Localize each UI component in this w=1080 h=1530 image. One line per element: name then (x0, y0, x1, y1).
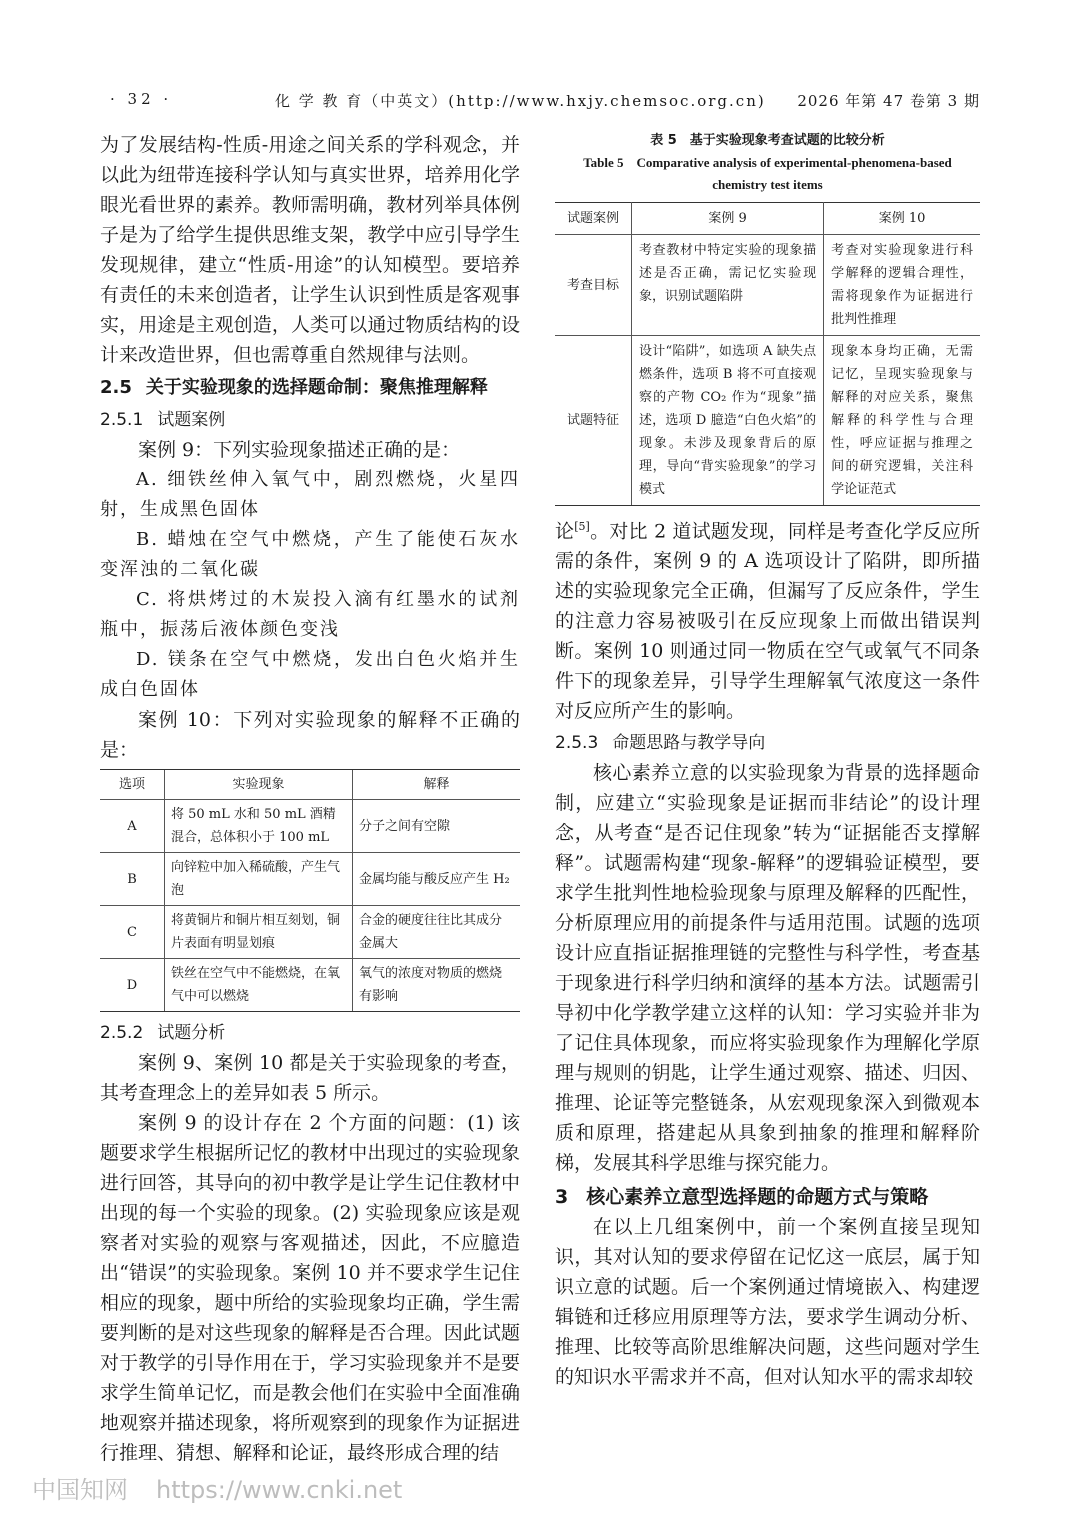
case10-cell: 现象本身均正确，无需记忆，呈现实验现象与解释的对应关系，聚焦解释的科学性与合理性，呼应证据与推理之间的研究逻辑，关注科学论证范式 (824, 336, 980, 506)
column-header: 实验现象 (165, 770, 353, 800)
table-header-row (100, 770, 520, 800)
option-cell: A (100, 800, 165, 853)
cnki-url: https://www.cnki.net (156, 1476, 403, 1504)
phenomenon-cell: 铁丝在空气中不能燃烧，在氧气中可以燃烧 (165, 959, 353, 1012)
phenomenon-cell: 将黄铜片和铜片相互刻划，铜片表面有明显划痕 (165, 906, 353, 959)
table-row (555, 336, 980, 506)
section-number: 2.5.1 (100, 410, 144, 430)
section-title: 核心素养立意型选择题的命题方式与策略 (586, 1186, 929, 1209)
case10-table (100, 769, 520, 1012)
cnki-logo-text: 中国知网 (32, 1476, 128, 1504)
section-heading-2-5-1 (100, 405, 520, 435)
case9-cell: 设计“陷阱”，如选项 A 缺失点燃条件，选项 B 将不可直接观察的产物 CO₂ 作为“现象”描述，选项 D 臆造“白色火焰”的现象。未涉及现象背后的原理，导向“背实验现象”的学习模式 (632, 336, 824, 506)
right-column (555, 130, 980, 1392)
section-number: 2.5.2 (100, 1023, 144, 1043)
explanation-cell: 合金的硬度往往比其成分金属大 (353, 906, 521, 959)
page-number: · 32 · (110, 90, 173, 108)
case10-cell: 考查对实验现象进行科学解释的逻辑合理性，需将现象作为证据进行批判性推理 (824, 235, 980, 336)
column-header: 案例 10 (824, 203, 980, 235)
left-column (100, 130, 520, 1468)
column-header: 解释 (353, 770, 521, 800)
case9-option-a: A. 细铁丝伸入氧气中，剧烈燃烧，火星四射，生成黑色固体 (100, 469, 520, 520)
running-header (110, 90, 980, 116)
phenomenon-cell: 向锌粒中加入稀硫酸，产生气泡 (165, 853, 353, 906)
option-cell: B (100, 853, 165, 906)
section3-paragraph: 在以上几组案例中，前一个案例直接呈现知识，其对认知的要求停留在记忆这一底层，属于知识立意的试题。后一个案例通过情境嵌入、构建逻辑链和迁移应用原理等方法，要求学生调动分析、推理、比较等高阶思维解决问题，这些问题对学生的知识水平需求并不高，但对认知水平的需求却较 (555, 1216, 980, 1389)
issue-info: 2026 年第 47 卷第 3 期 (797, 92, 980, 110)
phenomenon-cell: 将 50 mL 水和 50 mL 酒精混合，总体积小于 100 mL (165, 800, 353, 853)
section-title: 关于实验现象的选择题命制：聚焦推理解释 (145, 377, 488, 398)
section-heading-2-5-3 (555, 728, 980, 758)
case10-stem: 案例 10：下列对实验现象的解释不正确的是： (100, 709, 520, 761)
section-title: 试题分析 (157, 1023, 226, 1043)
continuation-paragraph (555, 512, 980, 726)
intro-paragraph: 为了发展结构-性质-用途之间关系的学科观念，并以此为纽带连接科学认知与真实世界，培养用化学眼光看世界的素养。教师需明确，教材列举具体例子是为了给学生提供思维支架，教学中应引导学生发现规律，建立“性质-用途”的认知模型。要培养有责任的未来创造者，让学生认识到性质是客观事实，用途是主观创造，人类可以通过物质结构的设计来改造世界，但也需尊重自然规律与法则。 (100, 134, 520, 366)
explanation-cell: 金属均能与酸反应产生 H₂ (353, 853, 521, 906)
guidance-paragraph: 核心素养立意的以实验现象为背景的选择题命制，应建立“实验现象是证据而非结论”的设计理念，从考查“是否记住现象”转为“证据能否支撑解释”。试题需构建“现象-解释”的逻辑验证模型，要求学生批判性地检验现象与原理及解释的匹配性，分析原理应用的前提条件与适用范围。试题的选项设计应直指证据推理链的完整性与科学性，考查基于现象进行科学归纳和演绎的基本方法。试题需引导初中化学教学建立这样的认知：学习实验并非为了记住具体现象，而应将实验现象作为理解化学原理与规则的钥匙，让学生通过观察、描述、归因、推理、论证等完整链条，从宏观现象深入到微观本质和原理，搭建起从具象到抽象的推理和解释阶梯，发展其科学思维与探究能力。 (555, 762, 980, 1175)
option-cell: D (100, 959, 165, 1012)
table5-caption-en: Table 5 Comparative analysis of experimental-phenomena-based chemistry test items (583, 155, 952, 192)
explanation-cell: 氧气的浓度对物质的燃烧有影响 (353, 959, 521, 1012)
citation-ref: [5] (574, 520, 590, 533)
row-label: 试题特征 (555, 336, 632, 506)
section-number: 2.5.3 (555, 733, 599, 754)
table-row (555, 235, 980, 336)
case9-option-b: B. 蜡烛在空气中燃烧，产生了能使石灰水变浑浊的二氧化碳 (100, 529, 520, 580)
table-row (100, 800, 520, 853)
table-row (100, 906, 520, 959)
section-heading-3 (555, 1182, 980, 1212)
column-header: 选项 (100, 770, 165, 800)
case9-cell: 考查教材中特定实验的现象描述是否正确，需记忆实验现象，识别试题陷阱 (632, 235, 824, 336)
table-row (100, 959, 520, 1012)
section-number: 3 (555, 1186, 569, 1209)
table5-caption-cn: 表 5 基于实验现象考查试题的比较分析 (650, 133, 885, 148)
continuation-text: 。对比 2 道试题发现，同样是考查化学反应所需的条件，案例 9 的 A 选项设计了陷阱，即所描述的实验现象完全正确，但漏写了反应条件，学生的注意力容易被吸引在反应现象上而做出错误判断。案例 10 则通过同一物质在空气或氧气不同条件下的现象差异，引导学生理解氧气浓度这一条件对反应所产生的影响。 (555, 520, 980, 723)
analysis-paragraph-1: 案例 9、案例 10 都是关于实验现象的考查，其考查理念上的差异如表 5 所示。 (100, 1052, 520, 1104)
section-heading-2-5 (100, 373, 520, 403)
case9-stem: 案例 9：下列实验现象描述正确的是： (138, 439, 461, 461)
continuation-lead: 论 (555, 520, 575, 543)
section-heading-2-5-2 (100, 1018, 520, 1048)
section-title: 试题案例 (157, 410, 226, 430)
column-header: 案例 9 (632, 203, 824, 235)
section-number: 2.5 (100, 377, 132, 398)
explanation-cell: 分子之间有空隙 (353, 800, 521, 853)
row-label: 考查目标 (555, 235, 632, 336)
option-cell: C (100, 906, 165, 959)
case9-option-c: C. 将烘烤过的木炭投入滴有红墨水的试剂瓶中，振荡后液体颜色变浅 (100, 589, 520, 640)
analysis-paragraph-2: 案例 9 的设计存在 2 个方面的问题：(1) 该题要求学生根据所记忆的教材中出现过的实验现象进行回答，其导向的初中教学是让学生记住教材中出现的每一个实验的现象。(2) 实验现象应该是观察者对实验的观察与客观描述，因此，不应臆造出“错误”的实验现象。案例 10 并不要求学生记住相应的现象，题中所给的实验现象均正确，学生需要判断的是对这些现象的解释是否合理。因此试题对于教学的引导作用在于，学习实验现象并不是要求学生简单记忆，而是教会他们在实验中全面准确地观察并描述现象，将所观察到的现象作为证据进行推理、猜想、解释和论证，最终形成合理的结 (100, 1112, 520, 1464)
cnki-watermark (32, 1470, 402, 1505)
table-row (100, 853, 520, 906)
case9-option-d: D. 镁条在空气中燃烧，发出白色火焰并生成白色固体 (100, 649, 520, 700)
column-header: 试题案例 (555, 203, 632, 235)
table-header-row (555, 203, 980, 235)
journal-title: 化 学 教 育（中英文）(http://www.hxjy.chemsoc.org.cn) (275, 92, 766, 110)
section-title: 命题思路与教学导向 (612, 733, 766, 754)
table5 (555, 202, 980, 506)
